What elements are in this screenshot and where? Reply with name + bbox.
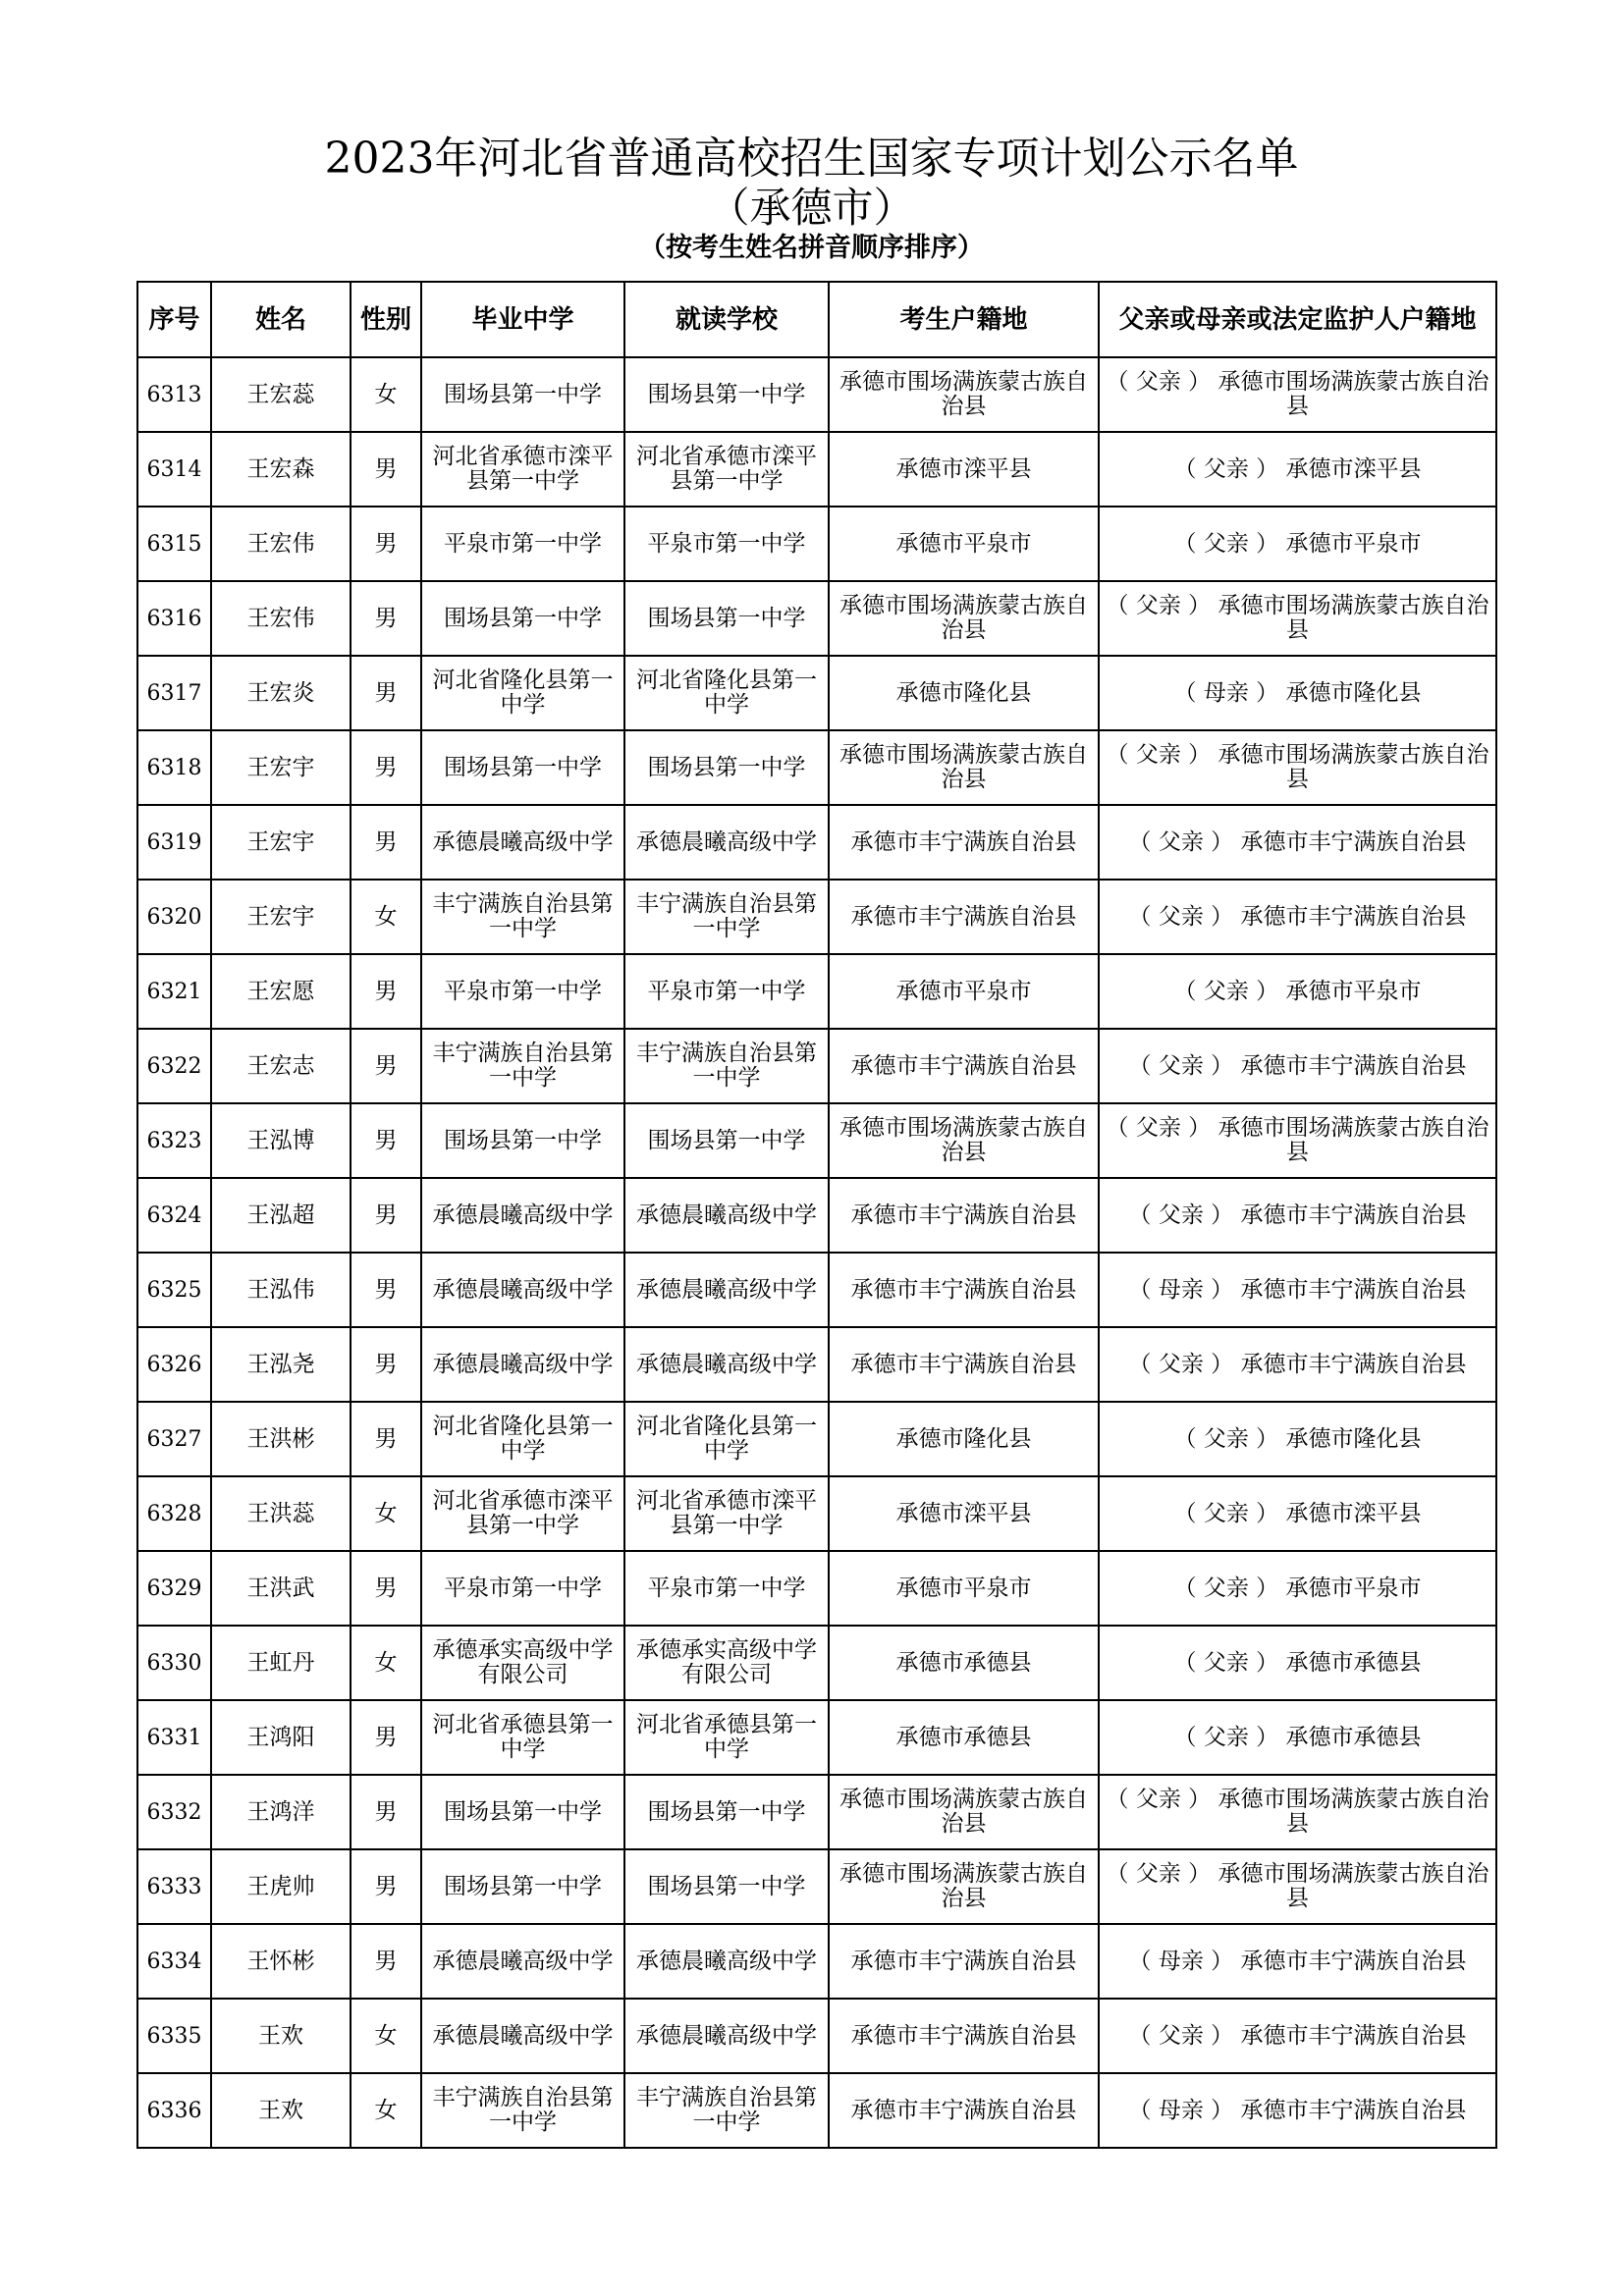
cell-graduation-school: 丰宁满族自治县第一中学	[421, 880, 624, 954]
cell-gender: 男	[351, 1924, 421, 1999]
table-row	[137, 1029, 1496, 1103]
cell-guardian-hukou: （ 母亲 ） 承德市丰宁满族自治县	[1099, 2073, 1496, 2148]
cell-graduation-school: 河北省承德市滦平县第一中学	[421, 432, 624, 507]
cell-guardian-hukou: （ 父亲 ） 承德市平泉市	[1099, 954, 1496, 1029]
cell-student-hukou: 承德市丰宁满族自治县	[829, 1029, 1099, 1103]
cell-index: 6329	[137, 1551, 211, 1626]
cell-gender: 女	[351, 1626, 421, 1700]
cell-index: 6319	[137, 805, 211, 880]
cell-current-school: 围场县第一中学	[624, 730, 829, 805]
header-guardian-hukou: 父亲或母亲或法定监护人户籍地	[1099, 282, 1496, 357]
cell-student-hukou: 承德市平泉市	[829, 1551, 1099, 1626]
cell-name: 王宏蕊	[211, 357, 351, 432]
cell-student-hukou: 承德市隆化县	[829, 656, 1099, 730]
cell-guardian-hukou: （ 父亲 ） 承德市围场满族蒙古族自治县	[1099, 1849, 1496, 1924]
cell-graduation-school: 河北省承德县第一中学	[421, 1700, 624, 1775]
cell-name: 王宏森	[211, 432, 351, 507]
table-row	[137, 1700, 1496, 1775]
cell-student-hukou: 承德市丰宁满族自治县	[829, 1999, 1099, 2073]
cell-name: 王虎帅	[211, 1849, 351, 1924]
header-gender: 性别	[351, 282, 421, 357]
cell-gender: 男	[351, 1551, 421, 1626]
header-student-hukou: 考生户籍地	[829, 282, 1099, 357]
table-body	[137, 357, 1496, 2148]
cell-name: 王欢	[211, 2073, 351, 2148]
header-graduation-school: 毕业中学	[421, 282, 624, 357]
cell-index: 6330	[137, 1626, 211, 1700]
cell-gender: 女	[351, 1999, 421, 2073]
cell-gender: 女	[351, 1476, 421, 1551]
cell-current-school: 承德晨曦高级中学	[624, 1253, 829, 1327]
cell-gender: 女	[351, 2073, 421, 2148]
roster-table	[136, 281, 1497, 2149]
cell-name: 王宏愿	[211, 954, 351, 1029]
table-row	[137, 1103, 1496, 1178]
cell-guardian-hukou: （ 父亲 ） 承德市丰宁满族自治县	[1099, 1327, 1496, 1402]
cell-gender: 男	[351, 1253, 421, 1327]
cell-gender: 男	[351, 1103, 421, 1178]
cell-current-school: 承德晨曦高级中学	[624, 1999, 829, 2073]
cell-gender: 男	[351, 1775, 421, 1849]
cell-guardian-hukou: （ 父亲 ） 承德市丰宁满族自治县	[1099, 1999, 1496, 2073]
cell-index: 6314	[137, 432, 211, 507]
cell-graduation-school: 平泉市第一中学	[421, 507, 624, 581]
cell-guardian-hukou: （ 父亲 ） 承德市围场满族蒙古族自治县	[1099, 1775, 1496, 1849]
table-row	[137, 1476, 1496, 1551]
cell-guardian-hukou: （ 父亲 ） 承德市围场满族蒙古族自治县	[1099, 581, 1496, 656]
cell-gender: 男	[351, 656, 421, 730]
table-row	[137, 805, 1496, 880]
cell-index: 6336	[137, 2073, 211, 2148]
header-index: 序号	[137, 282, 211, 357]
cell-graduation-school: 围场县第一中学	[421, 1849, 624, 1924]
cell-graduation-school: 河北省承德市滦平县第一中学	[421, 1476, 624, 1551]
cell-guardian-hukou: （ 父亲 ） 承德市承德县	[1099, 1626, 1496, 1700]
cell-current-school: 平泉市第一中学	[624, 954, 829, 1029]
table-row	[137, 880, 1496, 954]
table-row	[137, 1402, 1496, 1476]
cell-student-hukou: 承德市围场满族蒙古族自治县	[829, 357, 1099, 432]
cell-current-school: 河北省承德县第一中学	[624, 1700, 829, 1775]
cell-graduation-school: 承德晨曦高级中学	[421, 1178, 624, 1253]
cell-current-school: 围场县第一中学	[624, 581, 829, 656]
cell-graduation-school: 围场县第一中学	[421, 1775, 624, 1849]
cell-guardian-hukou: （ 父亲 ） 承德市平泉市	[1099, 1551, 1496, 1626]
cell-name: 王宏伟	[211, 581, 351, 656]
cell-current-school: 围场县第一中学	[624, 1775, 829, 1849]
cell-graduation-school: 承德晨曦高级中学	[421, 1999, 624, 2073]
cell-student-hukou: 承德市承德县	[829, 1626, 1099, 1700]
cell-guardian-hukou: （ 父亲 ） 承德市丰宁满族自治县	[1099, 1178, 1496, 1253]
cell-guardian-hukou: （ 母亲 ） 承德市丰宁满族自治县	[1099, 1924, 1496, 1999]
cell-guardian-hukou: （ 父亲 ） 承德市围场满族蒙古族自治县	[1099, 357, 1496, 432]
cell-guardian-hukou: （ 父亲 ） 承德市围场满族蒙古族自治县	[1099, 730, 1496, 805]
cell-name: 王泓超	[211, 1178, 351, 1253]
cell-current-school: 河北省隆化县第一中学	[624, 1402, 829, 1476]
cell-graduation-school: 承德晨曦高级中学	[421, 1924, 624, 1999]
cell-graduation-school: 丰宁满族自治县第一中学	[421, 2073, 624, 2148]
cell-current-school: 平泉市第一中学	[624, 507, 829, 581]
table-row	[137, 357, 1496, 432]
cell-guardian-hukou: （ 母亲 ） 承德市隆化县	[1099, 656, 1496, 730]
table-row	[137, 2073, 1496, 2148]
cell-gender: 女	[351, 880, 421, 954]
document-title: 2023年河北省普通高校招生国家专项计划公示名单	[324, 133, 1299, 184]
table-row	[137, 954, 1496, 1029]
cell-current-school: 围场县第一中学	[624, 1849, 829, 1924]
cell-name: 王鸿阳	[211, 1700, 351, 1775]
cell-index: 6315	[137, 507, 211, 581]
cell-name: 王洪武	[211, 1551, 351, 1626]
table-row	[137, 730, 1496, 805]
cell-student-hukou: 承德市丰宁满族自治县	[829, 880, 1099, 954]
cell-student-hukou: 承德市围场满族蒙古族自治县	[829, 1775, 1099, 1849]
cell-name: 王宏炎	[211, 656, 351, 730]
cell-index: 6321	[137, 954, 211, 1029]
table-row	[137, 656, 1496, 730]
cell-index: 6326	[137, 1327, 211, 1402]
table-header-row	[137, 282, 1496, 357]
sort-note: （按考生姓名拼音顺序排序）	[639, 233, 984, 263]
cell-current-school: 河北省承德市滦平县第一中学	[624, 432, 829, 507]
cell-graduation-school: 平泉市第一中学	[421, 1551, 624, 1626]
cell-current-school: 河北省承德市滦平县第一中学	[624, 1476, 829, 1551]
cell-gender: 男	[351, 581, 421, 656]
header-current-school: 就读学校	[624, 282, 829, 357]
cell-student-hukou: 承德市平泉市	[829, 954, 1099, 1029]
cell-index: 6317	[137, 656, 211, 730]
table-row	[137, 1626, 1496, 1700]
cell-graduation-school: 围场县第一中学	[421, 730, 624, 805]
cell-index: 6322	[137, 1029, 211, 1103]
cell-index: 6331	[137, 1700, 211, 1775]
cell-current-school: 丰宁满族自治县第一中学	[624, 1029, 829, 1103]
cell-index: 6325	[137, 1253, 211, 1327]
cell-gender: 男	[351, 805, 421, 880]
cell-student-hukou: 承德市围场满族蒙古族自治县	[829, 1103, 1099, 1178]
cell-graduation-school: 承德晨曦高级中学	[421, 1327, 624, 1402]
cell-guardian-hukou: （ 父亲 ） 承德市平泉市	[1099, 507, 1496, 581]
cell-index: 6324	[137, 1178, 211, 1253]
cell-graduation-school: 承德晨曦高级中学	[421, 1253, 624, 1327]
cell-graduation-school: 河北省隆化县第一中学	[421, 656, 624, 730]
cell-name: 王宏宇	[211, 805, 351, 880]
cell-guardian-hukou: （ 父亲 ） 承德市丰宁满族自治县	[1099, 880, 1496, 954]
cell-name: 王宏宇	[211, 880, 351, 954]
cell-graduation-school: 承德晨曦高级中学	[421, 805, 624, 880]
cell-current-school: 围场县第一中学	[624, 357, 829, 432]
cell-index: 6316	[137, 581, 211, 656]
cell-current-school: 承德晨曦高级中学	[624, 805, 829, 880]
cell-name: 王泓尧	[211, 1327, 351, 1402]
table-row	[137, 1999, 1496, 2073]
cell-index: 6318	[137, 730, 211, 805]
cell-current-school: 丰宁满族自治县第一中学	[624, 880, 829, 954]
cell-index: 6328	[137, 1476, 211, 1551]
table-row	[137, 432, 1496, 507]
cell-gender: 男	[351, 1849, 421, 1924]
cell-index: 6335	[137, 1999, 211, 2073]
cell-gender: 男	[351, 1402, 421, 1476]
cell-student-hukou: 承德市平泉市	[829, 507, 1099, 581]
table-row	[137, 1178, 1496, 1253]
cell-student-hukou: 承德市丰宁满族自治县	[829, 1178, 1099, 1253]
cell-graduation-school: 丰宁满族自治县第一中学	[421, 1029, 624, 1103]
table-row	[137, 507, 1496, 581]
cell-guardian-hukou: （ 母亲 ） 承德市丰宁满族自治县	[1099, 1253, 1496, 1327]
cell-name: 王泓伟	[211, 1253, 351, 1327]
cell-student-hukou: 承德市丰宁满族自治县	[829, 1924, 1099, 1999]
cell-gender: 男	[351, 1700, 421, 1775]
cell-guardian-hukou: （ 父亲 ） 承德市滦平县	[1099, 1476, 1496, 1551]
cell-graduation-school: 平泉市第一中学	[421, 954, 624, 1029]
cell-name: 王宏志	[211, 1029, 351, 1103]
cell-student-hukou: 承德市丰宁满族自治县	[829, 1327, 1099, 1402]
table-row	[137, 1849, 1496, 1924]
cell-current-school: 承德晨曦高级中学	[624, 1178, 829, 1253]
cell-current-school: 承德晨曦高级中学	[624, 1327, 829, 1402]
cell-name: 王宏伟	[211, 507, 351, 581]
cell-guardian-hukou: （ 父亲 ） 承德市隆化县	[1099, 1402, 1496, 1476]
cell-name: 王洪蕊	[211, 1476, 351, 1551]
cell-gender: 男	[351, 954, 421, 1029]
cell-graduation-school: 河北省隆化县第一中学	[421, 1402, 624, 1476]
table-row	[137, 1924, 1496, 1999]
table-row	[137, 1775, 1496, 1849]
cell-current-school: 平泉市第一中学	[624, 1551, 829, 1626]
cell-index: 6313	[137, 357, 211, 432]
cell-gender: 男	[351, 1178, 421, 1253]
cell-index: 6320	[137, 880, 211, 954]
cell-name: 王宏宇	[211, 730, 351, 805]
cell-current-school: 河北省隆化县第一中学	[624, 656, 829, 730]
cell-index: 6334	[137, 1924, 211, 1999]
cell-gender: 男	[351, 432, 421, 507]
cell-gender: 男	[351, 730, 421, 805]
cell-current-school: 丰宁满族自治县第一中学	[624, 2073, 829, 2148]
cell-guardian-hukou: （ 父亲 ） 承德市丰宁满族自治县	[1099, 805, 1496, 880]
cell-name: 王怀彬	[211, 1924, 351, 1999]
cell-name: 王虹丹	[211, 1626, 351, 1700]
cell-name: 王鸿洋	[211, 1775, 351, 1849]
table-row	[137, 1551, 1496, 1626]
cell-graduation-school: 围场县第一中学	[421, 357, 624, 432]
cell-index: 6333	[137, 1849, 211, 1924]
cell-guardian-hukou: （ 父亲 ） 承德市丰宁满族自治县	[1099, 1029, 1496, 1103]
cell-student-hukou: 承德市丰宁满族自治县	[829, 2073, 1099, 2148]
cell-name: 王欢	[211, 1999, 351, 2073]
cell-guardian-hukou: （ 父亲 ） 承德市滦平县	[1099, 432, 1496, 507]
cell-index: 6327	[137, 1402, 211, 1476]
cell-student-hukou: 承德市丰宁满族自治县	[829, 805, 1099, 880]
cell-gender: 男	[351, 1029, 421, 1103]
cell-student-hukou: 承德市隆化县	[829, 1402, 1099, 1476]
cell-student-hukou: 承德市滦平县	[829, 432, 1099, 507]
cell-index: 6323	[137, 1103, 211, 1178]
cell-current-school: 围场县第一中学	[624, 1103, 829, 1178]
cell-name: 王洪彬	[211, 1402, 351, 1476]
cell-graduation-school: 承德承实高级中学有限公司	[421, 1626, 624, 1700]
cell-index: 6332	[137, 1775, 211, 1849]
header-name: 姓名	[211, 282, 351, 357]
cell-current-school: 承德晨曦高级中学	[624, 1924, 829, 1999]
cell-graduation-school: 围场县第一中学	[421, 1103, 624, 1178]
cell-student-hukou: 承德市丰宁满族自治县	[829, 1253, 1099, 1327]
cell-gender: 男	[351, 1327, 421, 1402]
cell-name: 王泓博	[211, 1103, 351, 1178]
table-row	[137, 1253, 1496, 1327]
cell-student-hukou: 承德市围场满族蒙古族自治县	[829, 581, 1099, 656]
cell-guardian-hukou: （ 父亲 ） 承德市围场满族蒙古族自治县	[1099, 1103, 1496, 1178]
cell-graduation-school: 围场县第一中学	[421, 581, 624, 656]
table-row	[137, 1327, 1496, 1402]
cell-student-hukou: 承德市围场满族蒙古族自治县	[829, 730, 1099, 805]
document-subtitle: （承德市）	[708, 184, 915, 232]
cell-student-hukou: 承德市承德县	[829, 1700, 1099, 1775]
cell-student-hukou: 承德市滦平县	[829, 1476, 1099, 1551]
cell-student-hukou: 承德市围场满族蒙古族自治县	[829, 1849, 1099, 1924]
cell-gender: 女	[351, 357, 421, 432]
table-row	[137, 581, 1496, 656]
cell-guardian-hukou: （ 父亲 ） 承德市承德县	[1099, 1700, 1496, 1775]
cell-gender: 男	[351, 507, 421, 581]
cell-current-school: 承德承实高级中学有限公司	[624, 1626, 829, 1700]
